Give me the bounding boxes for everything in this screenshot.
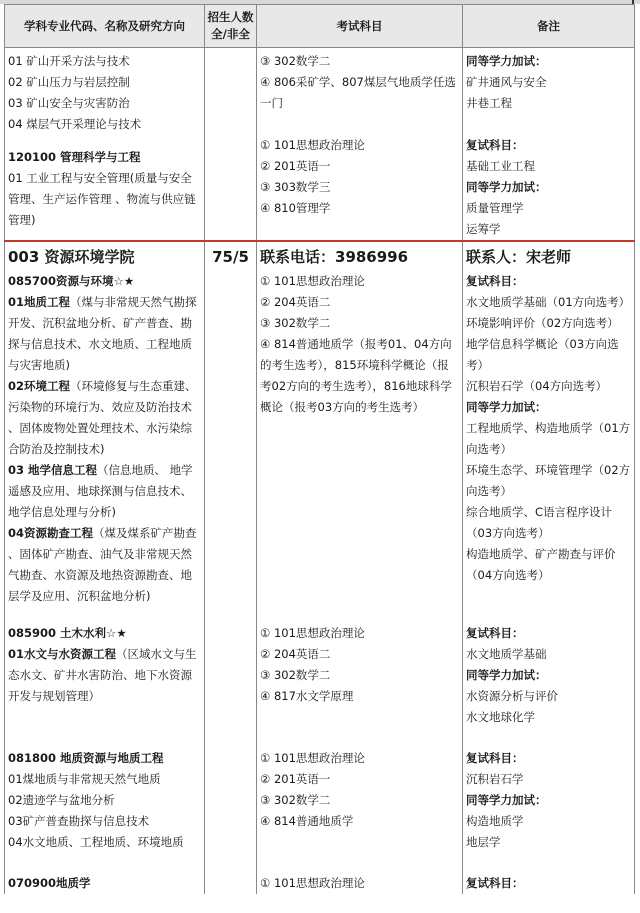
direction-detail: （环境修复与生态重建、 — [70, 379, 197, 393]
text-line: ① 101思想政治理论 — [260, 876, 365, 890]
exam-cell — [257, 135, 463, 241]
major-cell — [5, 48, 205, 136]
text-line: 复试科目： — [466, 751, 524, 765]
major-cell — [5, 607, 205, 728]
direction-detail: （煤及煤系矿产勘查 — [93, 526, 197, 540]
table-row — [5, 853, 635, 894]
text-line — [8, 523, 201, 544]
remarks-cell — [463, 728, 635, 853]
text-line: 、固体矿产勘查、油气及非常规天然 — [8, 547, 192, 561]
text-line: 沉积岩石学 — [466, 772, 524, 786]
text-line: ③ 302数学二 — [260, 54, 331, 68]
text-line — [8, 376, 201, 397]
text-line: 02 矿山压力与岩层控制 — [8, 75, 130, 89]
remarks-cell — [463, 607, 635, 728]
text-line — [8, 292, 201, 313]
quota-cell — [205, 607, 257, 728]
exam-cell — [257, 853, 463, 894]
direction-title: 01水文与水资源工程 — [8, 647, 117, 661]
department-name: 003 资源环境学院 — [5, 241, 205, 271]
direction-title: 03 地学信息工程 — [8, 463, 98, 477]
text-line: 同等学力加试： — [466, 180, 547, 194]
direction-detail: （信息地质、 地学 — [97, 463, 193, 477]
remarks-cell — [463, 135, 635, 241]
text-line: （03方向选考） — [466, 526, 550, 540]
text-line: 同等学力加试： — [466, 400, 547, 414]
direction-title: 02环境工程 — [8, 379, 71, 393]
text-line: ③ 303数学三 — [260, 180, 331, 194]
text-line: ④ 810管理学 — [260, 201, 331, 215]
text-line: 质量管理学 — [466, 201, 524, 215]
remarks-cell — [463, 48, 635, 136]
text-line: 02遗迹学与盆地分析 — [8, 793, 115, 807]
text-line: 085900 土木水利☆★ — [8, 626, 127, 640]
quota-cell — [205, 135, 257, 241]
text-line: 概论（报考03方向的考生选考） — [260, 400, 425, 414]
department-contact: 联系人：宋老师 — [463, 241, 635, 271]
table-row — [5, 607, 635, 728]
text-line: 03矿产普查勘探与信息技术 — [8, 814, 150, 828]
text-line: ④ 814普通地质学（报考01、04方向 — [260, 337, 452, 351]
text-line: 、固体废物处置处理技术、水污染综 — [8, 421, 192, 435]
text-line: 水文地质学基础（01方向选考） — [466, 295, 631, 309]
direction-title: 04资源勘查工程 — [8, 526, 94, 540]
text-line: 01煤地质与非常规天然气地质 — [8, 772, 161, 786]
text-line: 01 工业工程与安全管理(质量与安全 — [8, 171, 192, 185]
header-quota — [205, 5, 257, 48]
text-line: 复试科目： — [466, 274, 524, 288]
major-cell — [5, 728, 205, 853]
exam-cell — [257, 728, 463, 853]
text-line: ① 101思想政治理论 — [260, 138, 365, 152]
text-line: 同等学力加试： — [466, 793, 547, 807]
header-remarks: 备注 — [463, 5, 635, 48]
text-line: 矿井通风与安全 — [466, 75, 547, 89]
text-line: 层学及应用、沉积盆地分析) — [8, 589, 151, 603]
text-line: 01 矿山开采方法与技术 — [8, 54, 130, 68]
text-line: 合防治及控制技术) — [8, 442, 105, 456]
department-row — [5, 241, 635, 271]
table-header-row — [5, 5, 635, 48]
text-line: （04方向选考） — [466, 568, 550, 582]
text-line: 遥感及应用、地球探测与信息技术、 — [8, 484, 192, 498]
text-line: 04水文地质、工程地质、环境地质 — [8, 835, 184, 849]
text-line: 综合地质学、C语言程序设计 — [466, 505, 613, 519]
text-line: 070900地质学 — [8, 876, 91, 890]
text-line: 基础工业工程 — [466, 159, 535, 173]
text-line: 地学信息处理与分析) — [8, 505, 116, 519]
text-line: ④ 817水文学原理 — [260, 689, 354, 703]
text-line: 探与信息技术、水文地质、工程地质 — [8, 337, 192, 351]
quota-cell — [205, 853, 257, 894]
text-line: ② 204英语二 — [260, 295, 331, 309]
text-line: 水文地质学基础 — [466, 647, 547, 661]
admissions-table — [4, 4, 635, 894]
text-line: 管理、生产运作管理 、物流与供应链 — [8, 192, 196, 206]
text-line: 考02方向的考生选考），816地球科学 — [260, 379, 452, 393]
text-line: 构造地质学、矿产勘查与评价 — [466, 547, 616, 561]
text-line: 工程地质学、构造地质学（01方 — [466, 421, 631, 435]
quota-cell — [205, 728, 257, 853]
text-line: 复试科目： — [466, 626, 524, 640]
text-line: ① 101思想政治理论 — [260, 751, 365, 765]
text-line: 同等学力加试： — [466, 668, 547, 682]
text-line: 水资源分析与评价 — [466, 689, 558, 703]
header-major: 学科专业代码、名称及研究方向 — [5, 5, 205, 48]
text-line — [8, 644, 201, 665]
text-line: 气勘查、水资源及地热资源勘查、地 — [8, 568, 192, 582]
text-line: 120100 管理科学与工程 — [8, 150, 141, 164]
text-line: 态水文、矿井水害防治、地下水资源 — [8, 668, 192, 682]
major-cell — [5, 853, 205, 894]
text-line: 开发与规划管理） — [8, 689, 100, 703]
exam-cell — [257, 607, 463, 728]
department-quota: 75/5 — [205, 241, 257, 271]
text-line: ① 101思想政治理论 — [260, 274, 365, 288]
text-line: 081800 地质资源与地质工程 — [8, 751, 164, 765]
text-line: 向选考） — [466, 442, 512, 456]
text-line: 运筹学 — [466, 222, 501, 236]
direction-detail: （区域水文与生 — [116, 647, 197, 661]
text-line: 水文地球化学 — [466, 710, 535, 724]
text-line: 复试科目： — [466, 876, 524, 890]
direction-title: 01地质工程 — [8, 295, 71, 309]
text-line: 环境生态学、环境管理学（02方 — [466, 463, 631, 477]
text-line: 的考生选考），815环境科学概论（报 — [260, 358, 449, 372]
text-line: 地层学 — [466, 835, 501, 849]
remarks-cell — [463, 271, 635, 607]
quota-cell — [205, 48, 257, 136]
text-line: 复试科目： — [466, 138, 524, 152]
table-row — [5, 48, 635, 136]
text-line: ① 101思想政治理论 — [260, 626, 365, 640]
text-line: 考） — [466, 358, 489, 372]
text-line: 向选考） — [466, 484, 512, 498]
major-cell — [5, 271, 205, 607]
text-line: 开发、沉积盆地分析、矿产普查、勘 — [8, 316, 192, 330]
text-line: ③ 302数学二 — [260, 316, 331, 330]
text-line: 井巷工程 — [466, 96, 512, 110]
table-row — [5, 271, 635, 607]
text-line — [8, 460, 201, 481]
text-line: 管理) — [8, 213, 36, 227]
text-line: ④ 806采矿学、807煤层气地质学任选 — [260, 75, 456, 89]
text-line: 03 矿山安全与灾害防治 — [8, 96, 130, 110]
exam-cell — [257, 48, 463, 136]
header-quota-line2: 全/非全 — [211, 27, 250, 41]
quota-cell — [205, 271, 257, 607]
text-line: ④ 814普通地质学 — [260, 814, 354, 828]
exam-cell — [257, 271, 463, 607]
text-line: 环境影响评价（02方向选考） — [466, 316, 619, 330]
text-line: 085700资源与环境☆★ — [8, 274, 135, 288]
text-line: 04 煤层气开采理论与技术 — [8, 117, 142, 131]
text-line: 同等学力加试： — [466, 54, 547, 68]
text-line: ② 204英语二 — [260, 647, 331, 661]
remarks-cell — [463, 853, 635, 894]
text-line: 与灾害地质) — [8, 358, 70, 372]
text-line: 地学信息科学概论（03方向选 — [466, 337, 619, 351]
text-line: ③ 302数学二 — [260, 793, 331, 807]
text-line: 污染物的环境行为、效应及防治技术 — [8, 400, 192, 414]
table-row — [5, 728, 635, 853]
text-line: 沉积岩石学（04方向选考） — [466, 379, 608, 393]
header-quota-line1: 招生人数 — [207, 10, 254, 24]
text-line: 构造地质学 — [466, 814, 524, 828]
text-line: ② 201英语一 — [260, 159, 331, 173]
direction-detail: （煤与非常规天然气勘探 — [70, 295, 197, 309]
department-phone: 联系电话：3986996 — [257, 241, 463, 271]
text-line: 一门 — [260, 96, 283, 110]
table-row — [5, 135, 635, 241]
header-exam-subjects: 考试科目 — [257, 5, 463, 48]
text-line: ② 201英语一 — [260, 772, 331, 786]
major-cell — [5, 135, 205, 241]
text-line: ③ 302数学二 — [260, 668, 331, 682]
